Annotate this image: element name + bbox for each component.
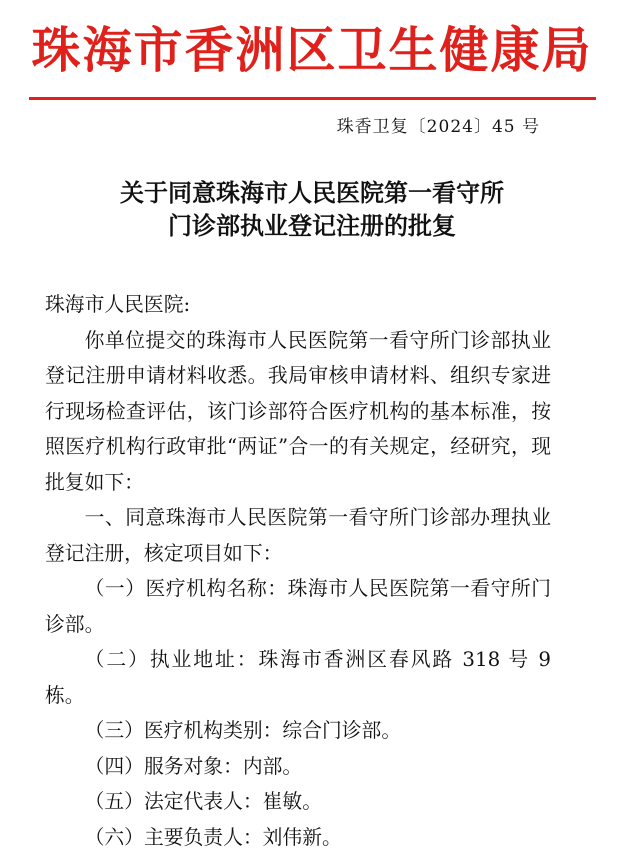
document-body	[45, 287, 551, 855]
title-line-2: 门诊部执业登记注册的批复	[0, 209, 624, 242]
item-address: （二）执业地址：珠海市香洲区春风路 318 号 9 栋。	[45, 642, 551, 713]
paragraph-2: 一、同意珠海市人民医院第一看守所门诊部办理执业登记注册，核定项目如下：	[45, 500, 551, 571]
item-name: （一）医疗机构名称：珠海市人民医院第一看守所门诊部。	[45, 571, 551, 642]
item-service-target: （四）服务对象：内部。	[45, 749, 551, 785]
issuer-header: 珠海市香洲区卫生健康局	[0, 14, 624, 86]
item-legal-representative: （五）法定代表人：崔敏。	[45, 784, 551, 820]
red-divider-line	[29, 97, 596, 100]
document-number: 珠香卫复〔2024〕45 号	[337, 116, 540, 138]
salutation: 珠海市人民医院:	[45, 287, 551, 323]
item-principal: （六）主要负责人：刘伟新。	[45, 820, 551, 855]
paragraph-1: 你单位提交的珠海市人民医院第一看守所门诊部执业登记注册申请材料收悉。我局审核申请材料、组织专家进行现场检查评估，该门诊部符合医疗机构的基本标准，按照医疗机构行政审批“两证”合一的有关规定，经研究，现批复如下：	[45, 323, 551, 501]
title-line-1: 关于同意珠海市人民医院第一看守所	[0, 176, 624, 209]
item-category: （三）医疗机构类别：综合门诊部。	[45, 713, 551, 749]
document-title	[0, 176, 624, 242]
